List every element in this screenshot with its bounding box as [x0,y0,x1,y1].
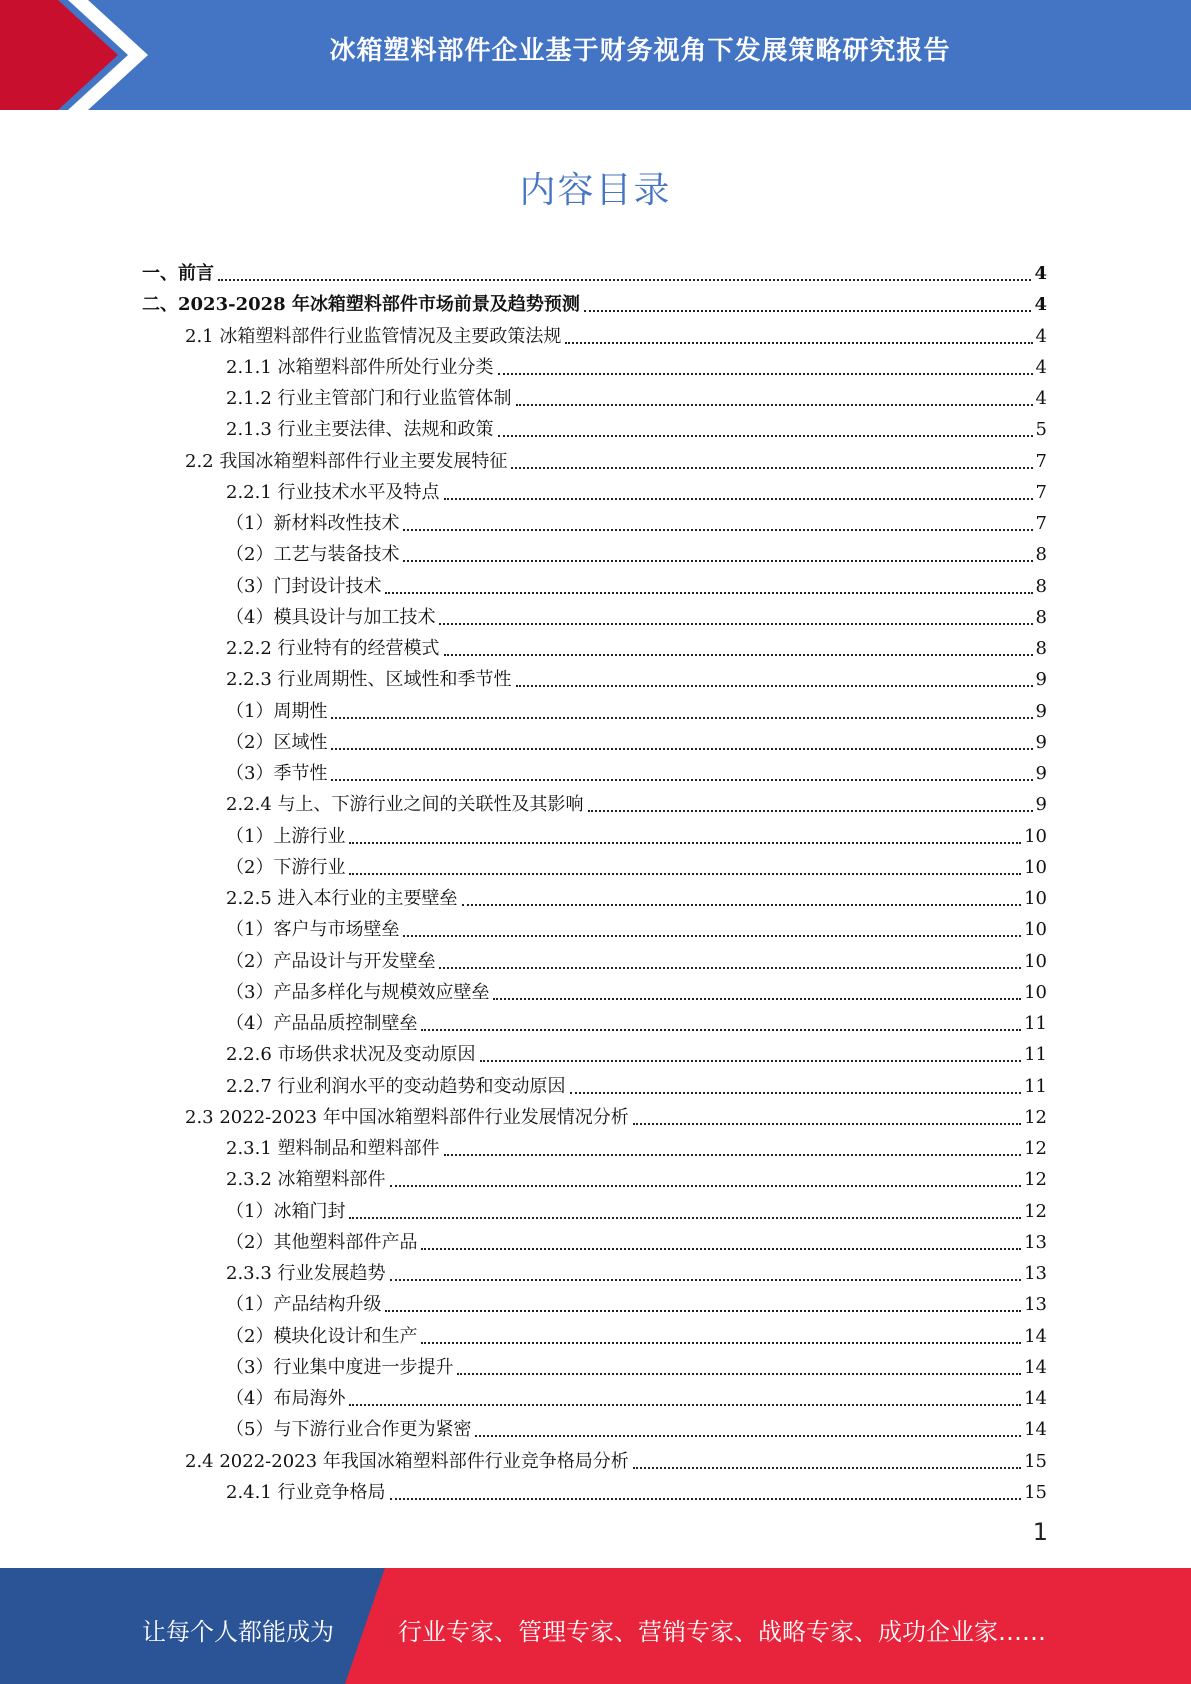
toc-entry[interactable] [226,1129,1047,1160]
toc-entry-label: （1）产品结构升级 [226,1294,382,1316]
footer-slogan-right: 行业专家、管理专家、营销专家、战略专家、成功企业家…… [398,1618,1046,1646]
toc-entry-label: 2.2.2 行业特有的经营模式 [226,638,440,659]
toc-entry-label: 2.2.1 行业技术水平及特点 [226,481,440,503]
toc-entry[interactable] [226,879,1047,910]
toc-entry-label: 2.1 冰箱塑料部件行业监管情况及主要政策法规 [185,325,562,347]
toc-entry-label: 2.4 2022-2023 年我国冰箱塑料部件行业竞争格局分析 [185,1450,629,1472]
toc-entry-page: 7 [1035,481,1047,503]
toc-entry-page: 10 [1024,950,1047,972]
toc-dot-leader [444,498,1033,500]
toc-entry-page: 10 [1024,981,1047,1003]
toc-entry-label: （2）其他塑料部件产品 [226,1231,418,1253]
toc-entry[interactable] [226,1192,1047,1223]
toc-dot-leader [390,1279,1022,1281]
toc-entry-label: （4）布局海外 [226,1388,346,1409]
toc-entry[interactable] [226,723,1047,754]
toc-entry-page: 10 [1024,919,1047,941]
toc-entry-page: 9 [1035,794,1047,816]
toc-dot-leader [480,1060,1022,1062]
toc-entry-label: （3）季节性 [226,763,328,784]
toc-entry[interactable] [226,817,1047,848]
toc-dot-leader [331,748,1032,750]
toc-entry[interactable] [226,598,1047,629]
toc-dot-leader [331,779,1032,781]
toc-dot-leader [349,842,1021,844]
toc-entry-page: 15 [1024,1481,1047,1503]
toc-dot-leader [403,935,1021,937]
toc-entry[interactable] [226,1473,1047,1504]
toc-dot-leader [516,685,1033,687]
toc-entry[interactable] [226,942,1047,973]
toc-dot-leader [498,373,1033,375]
toc-entry-page: 12 [1024,1200,1047,1222]
toc-entry-label: （3）产品多样化与规模效应壁垒 [226,981,490,1003]
toc-entry[interactable] [185,317,1047,348]
toc-entry[interactable] [226,1160,1047,1191]
toc-entry[interactable] [226,379,1047,410]
toc-entry-page: 13 [1024,1263,1047,1284]
toc-entry-page: 7 [1035,450,1047,472]
toc-entry-page: 12 [1024,1169,1047,1191]
toc-entry-label: 2.2.4 与上、下游行业之间的关联性及其影响 [226,794,584,816]
toc-entry-label: （3）行业集中度进一步提升 [226,1356,454,1378]
toc-entry-page: 4 [1034,263,1047,284]
toc-entry-page: 10 [1024,825,1047,847]
toc-entry-page: 5 [1035,419,1047,441]
toc-entry[interactable] [185,1442,1047,1473]
toc-dot-leader [633,1467,1021,1469]
toc-entry-label: （5）与下游行业合作更为紧密 [226,1419,472,1441]
toc-entry-page: 4 [1035,325,1047,347]
toc-entry-label: （2）产品设计与开发壁垒 [226,950,436,972]
toc-entry[interactable] [142,285,1047,316]
toc-dot-leader [385,1310,1021,1312]
toc-entry[interactable] [226,754,1047,785]
footer-slogan-left: 让每个人都能成为 [142,1618,334,1646]
toc-entry-page: 14 [1024,1419,1047,1441]
toc-dot-leader [565,342,1032,344]
toc-entry-label: （4）模具设计与加工技术 [226,606,436,628]
toc-entry-label: 2.2.3 行业周期性、区域性和季节性 [226,669,512,691]
toc-entry-label: 2.1.3 行业主要法律、法规和政策 [226,419,494,441]
toc-dot-leader [457,1373,1021,1375]
toc-entry-page: 9 [1035,731,1047,753]
toc-entry-page: 10 [1024,856,1047,878]
toc-entry-label: （2）工艺与装备技术 [226,544,400,566]
toc-entry[interactable] [226,504,1047,535]
toc-entry[interactable] [226,535,1047,566]
toc-entry[interactable] [226,410,1047,441]
toc-entry-page: 8 [1035,638,1047,659]
toc-entry[interactable] [226,1317,1047,1348]
toc-entry-label: 2.2.6 市场供求状况及变动原因 [226,1044,476,1066]
toc-entry-label: （4）产品品质控制壁垒 [226,1013,418,1034]
toc-dot-leader [498,435,1033,437]
toc-entry-page: 14 [1024,1325,1047,1347]
toc-entry[interactable] [226,1067,1047,1098]
toc-dot-leader [421,1029,1021,1031]
toc-dot-leader [403,529,1032,531]
toc-dot-leader [633,1123,1021,1125]
toc-entry-label: （1）新材料改性技术 [226,513,400,534]
toc-entry[interactable] [226,629,1047,660]
toc-entry-label: 2.4.1 行业竞争格局 [226,1481,386,1503]
toc-dot-leader [462,904,1022,906]
toc-entry-label: （1）冰箱门封 [226,1200,346,1222]
toc-dot-leader [584,310,1032,312]
toc-entry[interactable] [226,1285,1047,1316]
toc-entry-label: （1）周期性 [226,700,328,722]
toc-dot-leader [439,623,1032,625]
toc-entry-label: 2.3.2 冰箱塑料部件 [226,1169,386,1191]
toc-entry-label: 2.2 我国冰箱塑料部件行业主要发展特征 [185,450,508,472]
toc-entry[interactable] [226,1410,1047,1441]
toc-entry-page: 4 [1034,294,1047,316]
toc-entry-label: 2.2.7 行业利润水平的变动趋势和变动原因 [226,1075,566,1097]
toc-dot-leader [349,1217,1021,1219]
toc-dot-leader [511,467,1032,469]
toc-entry-page: 9 [1035,669,1047,691]
toc-entry-page: 15 [1024,1450,1047,1472]
toc-heading: 内容目录 [519,170,672,211]
toc-entry[interactable] [142,254,1047,285]
toc-entry-page: 12 [1024,1106,1047,1128]
toc-entry-label: 2.2.5 进入本行业的主要壁垒 [226,888,458,909]
toc-entry[interactable] [226,1379,1047,1410]
toc-dot-leader [570,1092,1022,1094]
toc-entry-page: 14 [1024,1388,1047,1409]
toc-entry-page: 9 [1035,700,1047,722]
toc-entry-page: 11 [1024,1075,1047,1097]
toc-entry-label: （1）客户与市场壁垒 [226,919,400,941]
toc-dot-leader [218,279,1031,281]
toc-entry[interactable] [226,567,1047,598]
toc-entry[interactable] [226,473,1047,504]
toc-dot-leader [493,998,1021,1000]
toc-dot-leader [421,1248,1021,1250]
toc-entry-page: 8 [1035,606,1047,628]
toc-entry-page: 8 [1035,544,1047,566]
toc-entry-label: （1）上游行业 [226,825,346,847]
toc-entry-page: 13 [1024,1231,1047,1253]
toc-entry[interactable] [226,785,1047,816]
report-title: 冰箱塑料部件企业基于财务视角下发展策略研究报告 [329,36,951,66]
toc-entry-page: 4 [1035,388,1047,409]
page-footer [0,1568,1191,1684]
toc-entry-page: 11 [1024,1044,1047,1066]
toc-entry[interactable] [226,1004,1047,1035]
toc-dot-leader [385,592,1032,594]
toc-entry-label: （2）区域性 [226,731,328,753]
toc-dot-leader [390,1498,1022,1500]
toc-entry[interactable] [226,1035,1047,1066]
toc-entry-page: 8 [1035,575,1047,597]
toc-entry[interactable] [226,1223,1047,1254]
toc-entry-page: 14 [1024,1356,1047,1378]
toc-entry[interactable] [226,1348,1047,1379]
toc-entry[interactable] [226,660,1047,691]
toc-entry-label: 二、2023-2028 年冰箱塑料部件市场前景及趋势预测 [142,294,580,316]
toc-entry-page: 4 [1035,356,1047,378]
toc-entry-label: （2）下游行业 [226,856,346,878]
toc-dot-leader [588,810,1033,812]
toc-dot-leader [444,1154,1022,1156]
toc-dot-leader [331,717,1032,719]
toc-entry-label: 2.1.1 冰箱塑料部件所处行业分类 [226,356,494,378]
toc-entry[interactable] [226,848,1047,879]
toc-dot-leader [475,1435,1021,1437]
toc-dot-leader [444,654,1033,656]
toc-entry[interactable] [226,692,1047,723]
page-header [0,0,1191,110]
toc-dot-leader [403,560,1032,562]
toc-entry-page: 10 [1024,888,1047,909]
toc-entry-label: 2.1.2 行业主管部门和行业监管体制 [226,388,512,409]
page-number: 1 [1032,1518,1048,1546]
toc-dot-leader [439,967,1021,969]
toc-dot-leader [516,404,1033,406]
toc-entry-label: 2.3.1 塑料制品和塑料部件 [226,1138,440,1159]
toc-entry-page: 7 [1035,513,1047,534]
toc-entry-page: 11 [1024,1013,1047,1034]
toc-entry[interactable] [226,1254,1047,1285]
toc-entry-page: 13 [1024,1294,1047,1316]
toc-entry-label: 2.3.3 行业发展趋势 [226,1263,386,1284]
toc-dot-leader [421,1342,1021,1344]
toc-entry-label: （2）模块化设计和生产 [226,1325,418,1347]
toc-dot-leader [390,1185,1022,1187]
toc-entry-label: 一、前言 [142,263,214,284]
toc-entry[interactable] [185,1098,1047,1129]
toc-dot-leader [349,1404,1021,1406]
toc-entry[interactable] [226,973,1047,1004]
toc-entry-label: （3）门封设计技术 [226,575,382,597]
toc-dot-leader [349,873,1021,875]
toc-entry[interactable] [185,442,1047,473]
toc-entry-label: 2.3 2022-2023 年中国冰箱塑料部件行业发展情况分析 [185,1106,629,1128]
toc-entry-page: 12 [1024,1138,1047,1159]
toc-entry-page: 9 [1035,763,1047,784]
toc-entry[interactable] [226,348,1047,379]
toc-entry[interactable] [226,910,1047,941]
